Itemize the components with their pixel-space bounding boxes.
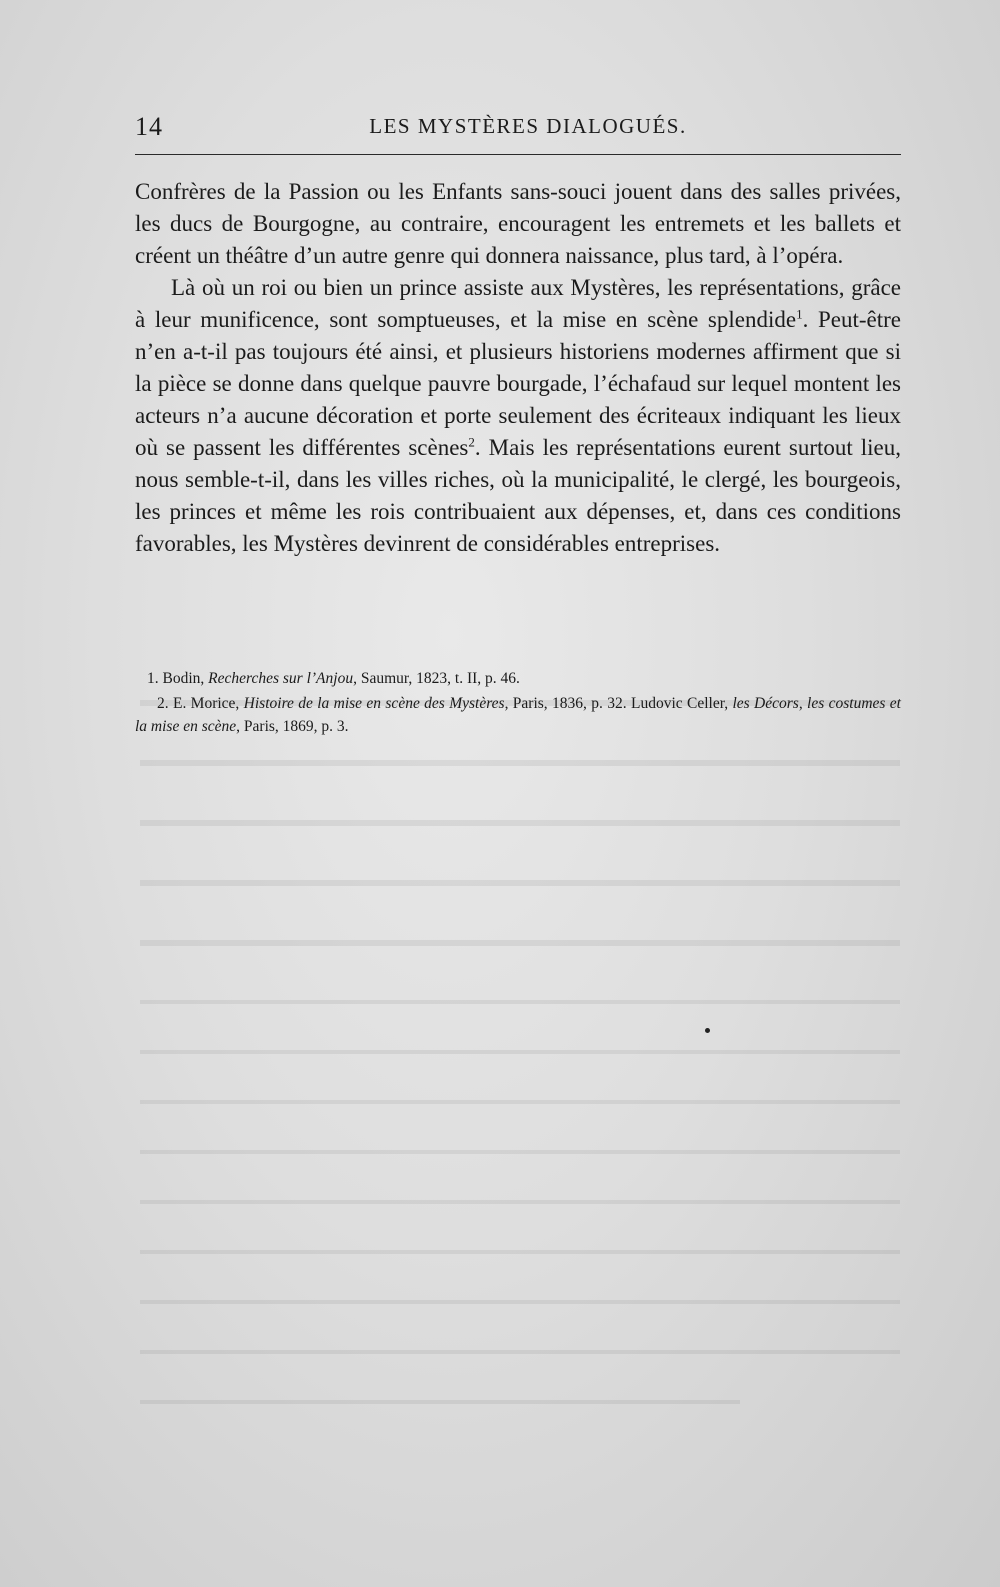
footnotes: [135, 667, 901, 740]
footnote-2-rest-2: , Paris, 1869, p. 3.: [236, 718, 349, 735]
main-text: [135, 176, 901, 560]
paragraph-2-part-3: . Mais les représentations eurent surtout lieu, nous semble-t-il, dans les villes riches, où la municipalité, le clergé, les bourgeois, les princes et même les rois contribuaient aux dépenses, et, dans ces conditions favorables, les Mystères devinrent de considérables entreprises.: [135, 435, 901, 556]
footnote-2: [135, 692, 901, 738]
footnote-ref-2[interactable]: 2: [468, 434, 475, 450]
footnote-2-number: 2.: [157, 695, 169, 712]
ink-speck: [705, 1028, 710, 1033]
footnote-ref-1[interactable]: 1: [796, 306, 803, 322]
footnote-2-title: Histoire de la mise en scène des Mystères: [243, 695, 505, 712]
page-header: [135, 112, 901, 148]
header-rule: [135, 154, 901, 155]
running-title: LES MYSTÈRES DIALOGUÉS.: [369, 114, 687, 138]
footnote-1-author: Bodin,: [158, 670, 209, 687]
footnote-1-number: 1.: [147, 670, 159, 687]
footnote-2-rest: , Paris, 1836, p. 32. Ludovic Celler,: [504, 695, 733, 712]
paragraph-2: [135, 272, 901, 560]
paragraph-1: Confrères de la Passion ou les Enfants sans-souci jouent dans des salles privées, les ducs de Bourgogne, au contraire, encouragent les entremets et les ballets et créent un théâtre d’un autre genre qui donnera naissance, plus tard, à l’opéra.: [135, 179, 901, 268]
footnote-1-title: Recherches sur l’Anjou: [208, 670, 354, 687]
footnote-2-title-3: les costumes et la mise en scène: [135, 695, 901, 735]
footnote-2-author: E. Morice,: [168, 695, 244, 712]
footnote-2-separator: ,: [798, 695, 808, 712]
paragraph-2-part-2: . Peut-être n’en a-t-il pas toujours été ainsi, et plusieurs historiens modernes affirment que si la pièce se donne dans quelque pauvre bourgade, l’échafaud sur lequel montent les acteurs n’a aucune décoration et porte seulement des écriteaux indiquant les lieux où se passent les différentes scènes: [135, 307, 902, 460]
footnote-2-title-2: les Décors: [732, 695, 799, 712]
footnote-1: [135, 667, 901, 690]
paragraph-2-part-1: Là où un roi ou bien un prince assiste aux Mystères, les représentations, grâce à leur munificence, sont somptueuses, et la mise en scène splendide: [135, 275, 901, 332]
page-number: 14: [135, 112, 163, 141]
footnote-1-rest: , Saumur, 1823, t. II, p. 46.: [353, 670, 520, 687]
